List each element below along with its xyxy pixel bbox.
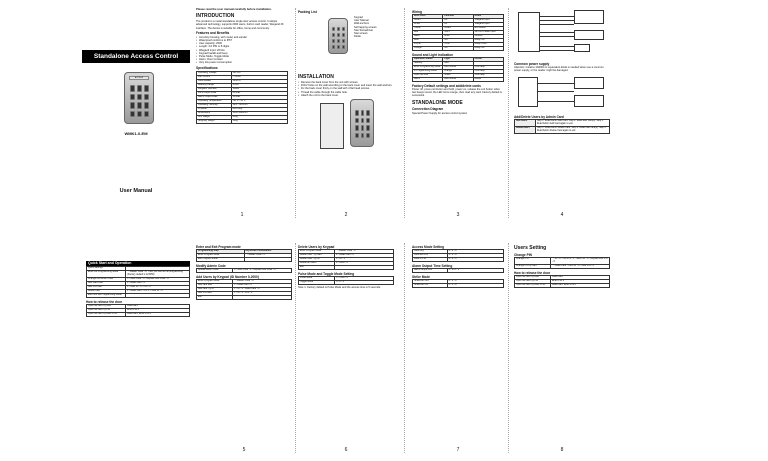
table-cell: 6 - 1 - # <box>447 284 503 288</box>
list-item: • Remove the back cover from the unit with screws. <box>298 81 394 84</box>
table-header: Function <box>443 15 473 19</box>
front-unit <box>350 99 374 147</box>
quick-table <box>86 266 190 298</box>
table-cell: WG26 <box>231 87 287 91</box>
master-heading: Enter and Exit Program mode <box>196 244 241 249</box>
table-cell: One beep <box>473 70 503 74</box>
prog-table <box>196 249 292 262</box>
table-row <box>197 296 292 300</box>
table-row <box>299 281 394 285</box>
table-cell: Enter PIN # <box>551 280 610 284</box>
wiring-heading: Wiring <box>412 9 422 14</box>
table-cell: Alarm output time <box>413 269 448 273</box>
table-cell: Pulse Mode <box>299 277 335 281</box>
sound-heading: Sound and Light Indication <box>412 52 454 57</box>
table-cell: Red Shines <box>443 66 473 70</box>
table-row <box>515 265 610 269</box>
list-item: Diode <box>354 35 361 39</box>
factory-text: Power off, press exit button and hold, power on, release the exit button when two beeps sound, the LED turns orange, then read any card. Factory default is successful. <box>412 88 502 98</box>
addel-table: Add users Step 1: Read Admin Add Card. Step 2: Read user card(s). Step 3: Read Admin Add Card again to exit. Delete users Step 1: Read Admin Delete Card. Step 2: Read user card(s). Step 3: Read Admin Delete Card again to exit. <box>514 119 610 134</box>
table-cell: Red Shines <box>443 78 473 82</box>
table-header: Wire Color <box>413 15 443 19</box>
table-cell: Open the door by card <box>515 276 551 280</box>
table-row <box>413 269 504 273</box>
add-heading: Add Users by Keypad (ID Number 0-2000) <box>196 274 259 279</box>
table-cell: 0 - New Code - # - Repeat New Code - # <box>126 278 190 282</box>
table-cell: < 35mA <box>231 75 287 79</box>
table-row <box>197 119 288 123</box>
intro-notice: Please read the user manual carefully before installation. <box>196 8 272 11</box>
table-row <box>87 294 190 298</box>
intro-panel <box>196 8 288 218</box>
table-cell: Reading Range <box>197 83 232 87</box>
table-cell: 6 - 0 - # <box>447 280 503 284</box>
table-cell: Red <box>413 31 443 35</box>
table-cell: Add card user <box>197 284 233 288</box>
table-cell: D0 <box>443 19 473 23</box>
table-cell: Wiegand Input <box>473 19 503 23</box>
cover-model: WMK1-0-EM <box>124 131 148 136</box>
table-cell: Alarm Output Load <box>197 95 232 99</box>
cover-title: Standalone Access Control <box>82 50 190 63</box>
install-illustration <box>298 97 394 157</box>
install-steps <box>298 81 394 97</box>
list-item: • Drill 2 holes on the wall according to the back cover and insert the wall anchors. <box>298 84 394 87</box>
table-cell: White <box>413 23 443 27</box>
table-cell: Open the door by PIN <box>515 280 551 284</box>
table-cell: GND <box>443 35 473 39</box>
list-item: • Keypad backlit and beep <box>196 52 288 55</box>
table-cell: Change PIN <box>515 258 551 265</box>
table-cell: Quick Settings <box>87 267 126 271</box>
table-cell: 115x74x22mm <box>231 111 287 115</box>
table-cell: Enter Programming Mode <box>413 66 443 70</box>
cover-manual-label: User Manual <box>119 188 153 194</box>
manual-sheet-top <box>0 8 768 218</box>
table-cell: 1 - ID - # - PIN - # <box>233 292 292 296</box>
intro-text: The product is a metal standalone single door access control. It adopts advanced technology, supports 2000 users, built-in card reader, Wiegand 26 interface. The device is suitable for office, home and community. <box>196 20 284 30</box>
table-cell: Wiegand Interface <box>197 87 232 91</box>
alarm-heading: Alarm Output Time Setting <box>412 263 453 268</box>
table-cell: Add PIN user <box>197 292 233 296</box>
list-item: Wall anchors <box>354 22 369 26</box>
table-cell: 4 - 0 - # <box>447 250 503 254</box>
table-row <box>515 258 610 265</box>
table-cell: Toggle Mode <box>299 281 335 285</box>
table-row <box>87 271 190 278</box>
table-row <box>197 269 292 273</box>
table-cell: 1 - ID - # - Read Card - # <box>233 288 292 292</box>
delete-panel <box>298 243 394 453</box>
diagram-exit-button <box>574 44 590 52</box>
table-cell: Read card, Enter PIN # <box>126 313 190 317</box>
table-header: Programming Step <box>197 250 245 254</box>
table-row <box>515 284 610 288</box>
addel-heading: Add/Delete Users by Admin Card <box>514 114 564 119</box>
quick-heading: Quick Start and Operation <box>86 261 190 266</box>
list-item: • Length: 4-6 PIN or 8 digits <box>196 45 288 48</box>
table-cell: Relay COM <box>473 43 503 47</box>
table-cell: Card or PIN <box>413 258 448 262</box>
table-cell: D1 <box>443 23 473 27</box>
table-cell: Open the door by card + PIN <box>515 284 551 288</box>
table-cell: Exit from the Programming Mode <box>87 294 126 298</box>
table-cell: 12V DC <box>231 71 287 75</box>
table-cell: Exit <box>197 296 233 300</box>
table-cell: Physical <box>197 107 232 111</box>
table-cell: Open the door by card <box>87 305 126 309</box>
page-number: 7 <box>456 447 460 453</box>
table-cell: Standby <box>413 62 443 66</box>
table-cell: * - ID - # - Old PIN - # - New PIN - # - Repeat New PIN - # <box>552 258 608 263</box>
page-number: 4 <box>560 212 564 218</box>
table-cell: 2A max <box>231 91 287 95</box>
table-cell: Add Card User <box>87 282 126 286</box>
common-power-text: Attention: Install a 1N4004 or equivalent diode is needed when use a common power supply, or the reader might be damaged. <box>514 66 604 73</box>
intro-heading: INTRODUCTION <box>196 13 235 20</box>
page-number: 5 <box>242 447 246 453</box>
features-heading: Features and Benefits <box>196 31 230 36</box>
quick-how-heading: How to release the door <box>86 299 123 304</box>
table-row <box>413 78 504 82</box>
table-cell: 10% - 90% RH <box>231 103 287 107</box>
table-cell: Wiegand Input <box>473 23 503 27</box>
users-panel <box>514 243 610 453</box>
table-cell: 4 - 1 - # <box>447 254 503 258</box>
mode-text: Special Power Supply for access control system <box>412 111 468 115</box>
table-cell: * - Master Code - # <box>335 250 394 254</box>
table-cell: 5 - 0~3 - # <box>447 269 503 273</box>
table-cell: Alarm <box>413 78 443 82</box>
table-cell: 3 - 1~99 - # <box>335 277 394 281</box>
table-cell: Enter PIN # <box>126 309 190 313</box>
table-row <box>197 258 292 262</box>
quick-panel <box>82 243 190 453</box>
list-item: • Anti-drop housing, with metal, anti-vandal <box>196 36 288 39</box>
list-item: • Fix the back cover firmly on the wall with 4 flat head screws. <box>298 87 394 90</box>
change-table <box>196 268 292 273</box>
cover-panel <box>82 8 190 218</box>
table-header: Buzzer <box>473 58 503 62</box>
table-cell: 3 - 0 - # <box>335 281 394 285</box>
power-panel <box>514 8 610 218</box>
table-cell: * <box>233 296 292 300</box>
table-cell: Strike-out ON <box>413 284 448 288</box>
specs-heading: Specifications <box>196 66 218 71</box>
manual-sheet-bottom <box>0 243 768 453</box>
users-heading: Users Setting <box>514 245 547 251</box>
delete-table <box>298 249 394 270</box>
table-cell: * - Master Code - #. Then you can do the programming (Factory default is 123456) <box>126 271 190 278</box>
table-cell: Orange <box>443 70 473 74</box>
table-cell: Update Admin Code <box>197 269 233 273</box>
table-header: Operation Status <box>413 58 443 62</box>
factory-heading: Factory Default settings and add/delete cards <box>412 83 481 88</box>
table-cell: Green <box>413 19 443 23</box>
wiring-table <box>412 14 504 51</box>
table-cell: Read card, Enter PIN # <box>551 284 610 288</box>
table-cell: * - Master Code - # <box>233 280 292 284</box>
install-panel <box>298 8 394 218</box>
table-cell: Yellow <box>413 27 443 31</box>
list-item: • Thread the cable through the cable hole. <box>298 91 394 94</box>
table-cell: * <box>335 266 394 270</box>
table-cell: Open the door by PIN <box>87 309 126 313</box>
packing-list <box>354 16 394 38</box>
install-heading: INSTALLATION <box>298 74 334 80</box>
mode-heading: STANDALONE MODE <box>412 99 463 106</box>
table-header: Notes <box>473 15 503 19</box>
table-cell: Purple <box>413 43 443 47</box>
table-cell: Read card <box>126 305 190 309</box>
page-number: 8 <box>560 447 564 453</box>
table-cell: 12V+ <box>443 31 473 35</box>
specs-table <box>196 71 288 124</box>
table-cell: Unit Weight <box>197 115 232 119</box>
table-cell: Enter the Programming Mode <box>87 271 126 278</box>
table-cell: Strike-out OFF <box>413 280 448 284</box>
table-cell: Change PIN by card <box>515 265 551 269</box>
access-table <box>412 249 504 262</box>
table-cell: Ground <box>473 35 503 39</box>
device-brand-plate: ACCESS <box>129 76 149 80</box>
features-list <box>196 36 288 65</box>
table-cell: 500g <box>231 119 287 123</box>
device-keypad <box>130 85 149 117</box>
table-cell: 2 - Read Card - # or 2 - User ID - # <box>126 290 190 294</box>
list-item: • Alarm, Door Contact <box>196 58 288 61</box>
table-cell: Operating Temperature <box>197 99 232 103</box>
strike-table <box>412 279 504 288</box>
sound-table <box>412 57 504 82</box>
mode-subheading: Connection Diagram <box>412 107 444 112</box>
table-cell: 0 - New Code - # - Repeat New Code - # <box>233 269 292 273</box>
table-cell: 1 - Read Card - # <box>126 282 190 286</box>
release-heading: How to release the door <box>514 270 551 275</box>
master-panel <box>196 243 292 453</box>
table-cell: Enter Program Mode <box>197 254 245 258</box>
packing-heading: Packing List <box>298 9 317 14</box>
alarm-table <box>412 268 504 273</box>
table-cell: 450g <box>231 115 287 119</box>
common-power-heading: Common power supply <box>514 61 550 66</box>
packing-device <box>328 18 348 54</box>
table-cell: Relay NC <box>473 47 503 51</box>
wiring-panel <box>412 8 504 218</box>
table-cell: Shipping Weight <box>197 119 232 123</box>
pin-heading: Change PIN <box>514 252 532 257</box>
connection-diagram <box>514 8 610 60</box>
table-cell: * - Read Card - Old PIN - # - New PIN - # <box>551 265 610 269</box>
page-number: 2 <box>344 212 348 218</box>
diagram-power <box>574 10 604 24</box>
table-cell: One beep <box>473 74 503 78</box>
table-row <box>299 266 394 270</box>
table-cell: 125KHz <box>231 79 287 83</box>
table-cell: Red <box>443 62 473 66</box>
list-item: Keypad <box>354 16 363 19</box>
table-cell: Operating Voltage <box>197 71 232 75</box>
table-cell: Exit Button <box>473 27 503 31</box>
table-cell: Beeps <box>473 78 503 82</box>
table-cell: Black <box>413 35 443 39</box>
table-cell: 2 - 0000 - # <box>335 262 394 266</box>
pin-table <box>514 257 610 269</box>
table-cell: -40°C - 60°C <box>231 99 287 103</box>
table-cell: * - Master Code - # <box>244 254 292 258</box>
table-cell: 2-6cm <box>231 83 287 87</box>
page-number: 6 <box>344 447 348 453</box>
table-cell: Change the Admin Code <box>87 278 126 282</box>
table-cell: 2 - Read Card - # <box>335 254 394 258</box>
table-cell: Open the lock <box>413 74 443 78</box>
list-item: • Attach the unit to the back cover. <box>298 94 394 97</box>
list-item: • Wiegand input: 26 bits <box>196 49 288 52</box>
list-item: • User capacity: 2000 <box>196 42 288 45</box>
relay-table <box>298 276 394 285</box>
table-cell: In Programming Mode <box>413 70 443 74</box>
table-cell: NC <box>443 47 473 51</box>
table-cell: Exit <box>299 266 335 270</box>
table-cell: One beep <box>473 66 503 70</box>
table-cell: Add card: by ID <box>197 288 233 292</box>
table-header: Keystroke Combination <box>244 250 292 254</box>
diagram-reader <box>518 12 540 52</box>
table-cell: Relay NO <box>473 39 503 43</box>
table-cell: Exit Program Mode <box>197 258 245 262</box>
table-cell: Blue <box>413 39 443 43</box>
table-cell: Card only <box>413 250 448 254</box>
table-cell: Delete User - by ID <box>299 258 335 262</box>
table-header: Light <box>443 58 473 62</box>
table-cell: Zinc Alloy <box>231 107 287 111</box>
table-cell: * <box>126 294 190 298</box>
table-row <box>413 284 504 288</box>
table-cell: OPEN <box>443 27 473 31</box>
table-cell: COM <box>443 43 473 47</box>
table-cell: 12V DC Power Input <box>473 31 503 35</box>
table-cell: Lock Output Load <box>197 91 232 95</box>
table-cell: Enter Program Mode <box>197 280 233 284</box>
list-item: Star screws <box>354 32 368 36</box>
table-row <box>413 47 504 51</box>
list-item: • Very low power consumption <box>196 61 288 64</box>
table-cell: Idle Current <box>197 75 232 79</box>
power-diagram <box>514 73 610 113</box>
table-cell: 5A max <box>231 95 287 99</box>
device-image <box>124 72 154 124</box>
list-item: Self tapping screws <box>354 25 377 29</box>
table-cell: Orange <box>413 47 443 51</box>
table-cell: 1 - Read Card - # <box>233 284 292 288</box>
packing-illustration <box>298 14 394 72</box>
table-cell: 2 - ID - # <box>335 258 394 262</box>
page-number: 3 <box>456 212 460 218</box>
table-cell: Green <box>443 74 473 78</box>
access-heading: Access Mode Setting <box>412 244 445 249</box>
table-cell: Card Reader <box>197 79 232 83</box>
relay-heading: Pulse Mode and Toggle Mode Setting <box>298 271 355 276</box>
table-cell: Open the door by card + PIN <box>87 313 126 317</box>
delete-heading: Delete Users by Keypad <box>298 244 335 249</box>
table-cell: * <box>244 258 292 262</box>
diagram-lock <box>574 30 604 40</box>
access-panel <box>412 243 504 453</box>
table-cell: Delete User - by card <box>299 254 335 258</box>
page-number: 1 <box>240 212 244 218</box>
quick-how-table <box>86 304 190 317</box>
release-table <box>514 275 610 288</box>
relay-notes: Note 1: Factory default is Pulse Mode and the access time is 5 seconds. <box>298 286 381 289</box>
table-row <box>413 258 504 262</box>
table-cell: Read card <box>551 276 610 280</box>
change-heading: Modify Admin Code <box>196 263 226 268</box>
list-item: • Waterproof conforms to IP67 <box>196 39 288 42</box>
table-cell: Card and PIN <box>413 254 448 258</box>
table-cell: 1 - User ID - # - PIN - # <box>126 286 190 290</box>
table-row <box>87 313 190 317</box>
table-cell: Delete User <box>87 290 126 294</box>
list-item: • Pulse Mode, Toggle Mode <box>196 55 288 58</box>
list-item: Star Screwdriver <box>354 28 374 32</box>
add-table <box>196 279 292 300</box>
table-cell: Add PIN User <box>87 286 126 290</box>
table-cell: Delete All Users <box>299 262 335 266</box>
table-cell: Enter Program Mode <box>299 250 335 254</box>
table-cell: 4 - 2 - # <box>447 258 503 262</box>
table-cell: Operating Humidity <box>197 103 232 107</box>
table-cell: Dimensions <box>197 111 232 115</box>
back-cover <box>320 103 344 149</box>
table-cell: NO <box>443 39 473 43</box>
strike-heading: Strike Mode <box>412 274 431 279</box>
list-item: User Manual <box>354 19 369 23</box>
